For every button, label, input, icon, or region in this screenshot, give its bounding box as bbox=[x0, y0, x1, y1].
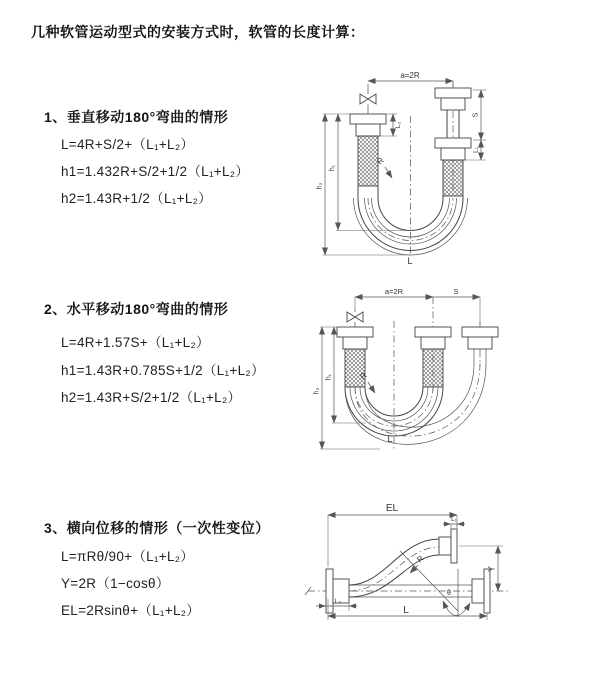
length-label: L bbox=[387, 434, 393, 444]
dim-label-a2r: a=2R bbox=[400, 71, 420, 80]
hose-displaced-position bbox=[349, 539, 439, 597]
dim-label-el: EL bbox=[385, 503, 399, 514]
angle-label-theta: θ bbox=[447, 590, 451, 597]
diagram-horizontal-180-bend bbox=[310, 281, 595, 456]
right-hose-end-fitting bbox=[435, 88, 471, 196]
left-flange bbox=[326, 569, 349, 613]
angle-theta-construction bbox=[400, 551, 470, 617]
dim-label-h1: h₁ bbox=[329, 164, 336, 172]
dim-label-h2: h₂ bbox=[316, 182, 324, 190]
left-hose-end-fitting bbox=[350, 114, 386, 186]
radius-label: R bbox=[415, 553, 426, 565]
formula-line: h2=1.43R+S/2+1/2（L₁+L₂） bbox=[61, 390, 242, 405]
section-1-heading: 1、垂直移动180°弯曲的情形 bbox=[44, 109, 229, 125]
right-flange bbox=[472, 569, 490, 613]
formula-line: h1=1.432R+S/2+1/2（L₁+L₂） bbox=[61, 164, 250, 179]
section-3-heading: 3、横向位移的情形（一次性变位） bbox=[44, 520, 270, 536]
formula-line: L=4R+S/2+（L₁+L₂） bbox=[61, 137, 195, 152]
formula-line: h1=1.43R+0.785S+1/2（L₁+L₂） bbox=[61, 363, 265, 378]
dim-label-s: S bbox=[472, 112, 480, 118]
diagram-vertical-180-bend bbox=[311, 68, 596, 266]
dim-label-l1: L₁ bbox=[472, 147, 480, 153]
middle-hose-end-fitting bbox=[415, 327, 451, 387]
radius-label: R bbox=[375, 155, 386, 167]
dim-label-s: S bbox=[453, 287, 459, 296]
dim-label-h1: h₁ bbox=[325, 373, 333, 381]
radius-leader bbox=[368, 382, 375, 393]
length-label: L bbox=[407, 256, 413, 266]
formula-line: h2=1.43R+1/2（L₁+L₂） bbox=[61, 191, 212, 206]
dim-label-l2: L₂ bbox=[334, 598, 342, 605]
radius-leader bbox=[385, 167, 392, 178]
page-title: 几种软管运动型式的安装方式时，软管的长度计算： bbox=[31, 24, 365, 40]
valve-icon bbox=[360, 84, 376, 114]
formula-line: L=πRθ/90+（L₁+L₂） bbox=[61, 549, 195, 564]
dim-label-l2: L₂ bbox=[395, 121, 402, 129]
dim-label-l: L bbox=[403, 605, 409, 616]
section-2-heading: 2、水平移动180°弯曲的情形 bbox=[44, 301, 229, 317]
formula-line: Y=2R（1−cosθ） bbox=[61, 576, 170, 591]
moved-hose-end-fitting bbox=[462, 327, 498, 363]
upper-flange bbox=[439, 529, 457, 563]
diagram-lateral-displacement bbox=[300, 499, 600, 649]
dim-label-y: Y bbox=[486, 565, 497, 573]
dim-label-h2: h₂ bbox=[313, 387, 321, 395]
formula-line: EL=2Rsinθ+（L₁+L₂） bbox=[61, 603, 201, 618]
valve-icon bbox=[347, 308, 363, 327]
dim-label-l1: L₁ bbox=[451, 516, 457, 523]
dim-label-a2r: a=2R bbox=[384, 287, 404, 296]
radius-label: R bbox=[358, 370, 369, 382]
formula-line: L=4R+1.57S+（L₁+L₂） bbox=[61, 335, 210, 350]
